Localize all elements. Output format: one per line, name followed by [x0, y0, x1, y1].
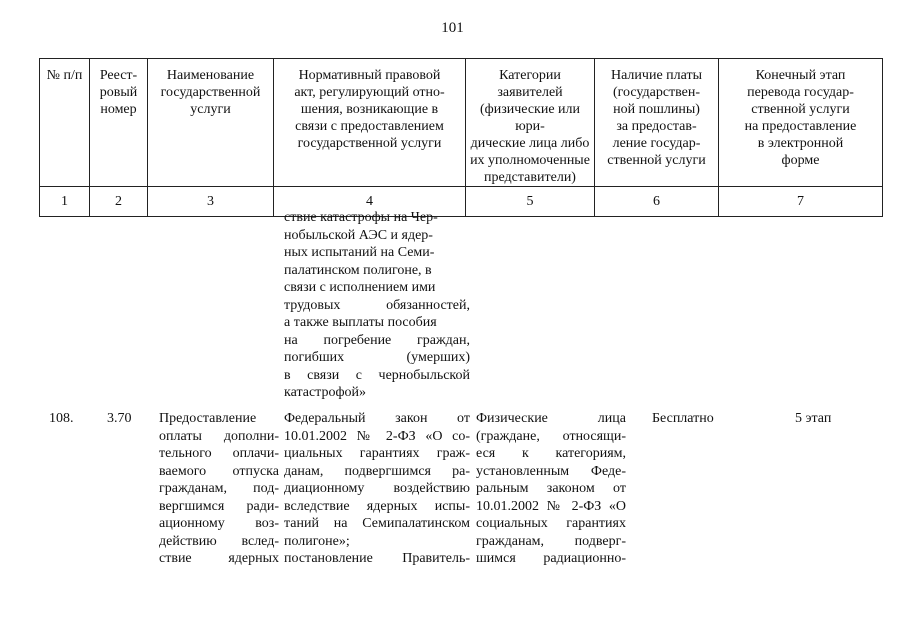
header-line: дические лица либо: [470, 136, 590, 151]
header-line: Наличие платы: [610, 68, 703, 83]
header-line: акт, регулирующий отно-: [294, 85, 445, 100]
column-number: 1: [40, 187, 90, 217]
text-line: в связи с чернобыльской: [284, 367, 470, 383]
text-line: таний на Семипалатинском: [284, 516, 470, 531]
text-line: диационному воздействию: [284, 481, 470, 496]
header-line: ровый: [99, 85, 138, 100]
text-line: Предоставление: [159, 411, 257, 426]
text-line: ваемого отпуска: [159, 463, 279, 479]
text-line: ационному воз-: [159, 516, 279, 531]
text-line: еся к категориям,: [476, 446, 626, 461]
text-line: оплаты дополни-: [159, 428, 279, 444]
column-number: 5: [466, 187, 595, 217]
text-line: Федеральный закон от: [284, 411, 470, 426]
column-number: 7: [719, 187, 883, 217]
text-line: 10.01.2002 № 2-ФЗ «О со-: [284, 428, 470, 444]
header-line: Реест-: [99, 68, 138, 83]
text-line: вследствие ядерных испы-: [284, 498, 470, 514]
text-line: данам, подвергшимся ра-: [284, 463, 470, 479]
column-number: 3: [148, 187, 274, 217]
text-line: полигоне»;: [284, 533, 350, 549]
column-number: 4: [274, 187, 466, 217]
text-line: вергшимся ради-: [159, 498, 279, 514]
header-row: [40, 59, 883, 187]
text-line: гражданам, под-: [159, 481, 279, 496]
header-cell: [719, 59, 883, 187]
header-line: за предостав-: [616, 119, 697, 134]
header-line: Конечный этап: [755, 68, 846, 83]
text-line: нобыльской АЭС и ядер-: [284, 227, 433, 243]
column-number: 6: [595, 187, 719, 217]
text-line: трудовых обязанностей,: [284, 297, 470, 313]
text-line: ствие ядерных: [159, 551, 279, 566]
text-line: Физические лица: [476, 411, 626, 426]
header-line: ственной услуги: [751, 102, 850, 117]
text-line: действию вслед-: [159, 533, 279, 549]
text-line: 10.01.2002 № 2-ФЗ «О: [476, 498, 626, 514]
header-cell: [90, 59, 148, 187]
header-line: государственной: [160, 85, 261, 100]
header-line: связи с предоставлением: [295, 119, 444, 134]
header-cell: [466, 59, 595, 187]
header-line: их уполномоченные: [470, 153, 590, 168]
header-line: (государствен-: [612, 85, 701, 100]
header-line: представители): [484, 170, 576, 185]
fee: Бесплатно: [652, 411, 714, 426]
text-line: (граждане, относящи-: [476, 428, 626, 444]
service-name: [159, 410, 279, 568]
text-line: на погребение граждан,: [284, 332, 470, 348]
header-line: ной пошлины): [613, 102, 700, 117]
text-line: шимся радиационно-: [476, 551, 626, 566]
text-line: тельного оплачи-: [159, 446, 279, 461]
text-line: гражданам, подверг-: [476, 533, 626, 549]
header-line: форме: [781, 153, 820, 168]
header-cell: [274, 59, 466, 187]
text-line: ральным законом от: [476, 481, 626, 496]
services-table-header: [39, 58, 883, 217]
header-line: шения, возникающие в: [300, 102, 439, 117]
header-line: государственной услуги: [297, 136, 442, 151]
header-line: ственной услуги: [607, 153, 706, 168]
text-line: ствие катастрофы на Чер-: [284, 210, 438, 225]
applicant-categories: [476, 410, 626, 568]
header-line: Нормативный правовой: [298, 68, 441, 83]
header-line: (физические или юри-: [479, 102, 581, 134]
text-line: ных испытаний на Семи-: [284, 245, 435, 260]
registry-number: 3.70: [107, 411, 132, 426]
header-line: ление государ-: [612, 136, 701, 151]
electronic-stage: 5 этап: [795, 411, 832, 426]
header-line: в электронной: [757, 136, 844, 151]
legal-act: [284, 410, 470, 568]
continuation-text: [284, 209, 470, 402]
text-line: социальных гарантиях: [476, 516, 626, 531]
header-line: перевода государ-: [747, 85, 854, 100]
header-cell: [40, 59, 90, 187]
text-line: циальных гарантиях граж-: [284, 446, 470, 461]
header-line: № п/п: [46, 68, 83, 83]
header-cell: [595, 59, 719, 187]
column-number: 2: [90, 187, 148, 217]
header-line: услуги: [190, 102, 231, 117]
text-line: погибших (умерших): [284, 350, 470, 365]
text-line: а также выплаты пособия: [284, 315, 437, 330]
text-line: катастрофой»: [284, 385, 367, 400]
header-line: номер: [100, 102, 137, 117]
row-number: 108.: [49, 411, 74, 426]
header-line: Категории заявителей: [497, 68, 563, 100]
header-cell: [148, 59, 274, 187]
header-line: на предоставление: [744, 119, 857, 134]
text-line: связи с исполнением ими: [284, 280, 436, 295]
page-number: 101: [441, 20, 464, 36]
text-line: палатинском полигоне, в: [284, 262, 432, 278]
text-line: установленным Феде-: [476, 463, 626, 479]
header-line: Наименование: [166, 68, 255, 83]
text-line: постановление Правитель-: [284, 551, 470, 566]
